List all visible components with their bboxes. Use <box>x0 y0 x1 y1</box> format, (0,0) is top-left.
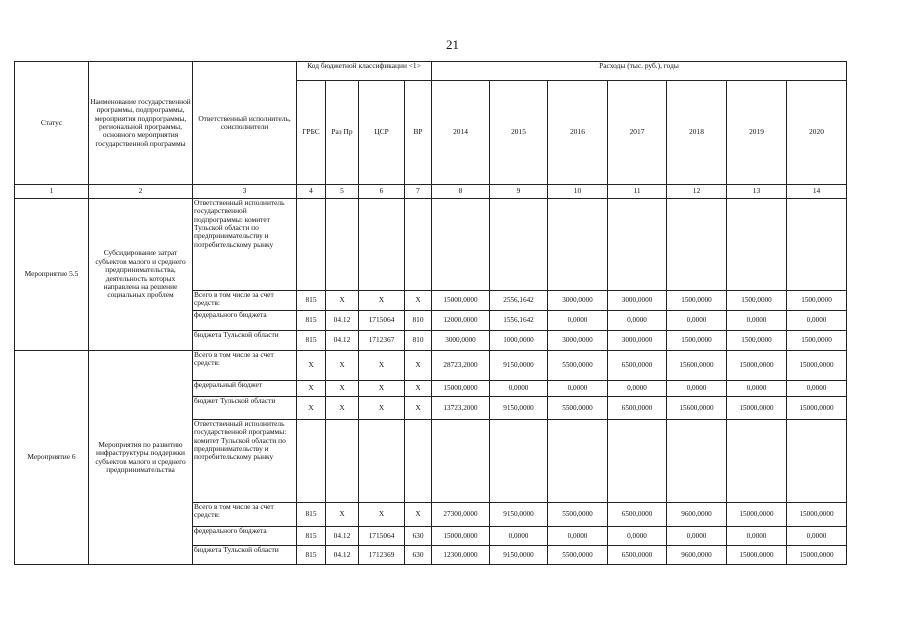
csr-cell: 1712367 <box>359 331 405 351</box>
amount-cell: 0,0000 <box>608 311 667 331</box>
column-number: 6 <box>359 185 405 199</box>
csr-cell: 1715064 <box>359 527 405 546</box>
column-number: 14 <box>787 185 847 199</box>
csr-header: ЦСР <box>359 81 405 185</box>
executor-cell: Всего в том числе за счет средств: <box>193 351 297 381</box>
amount-cell <box>432 420 490 503</box>
vr-cell: Х <box>405 351 432 381</box>
name-header: Наименование государственной программы, подпрограммы, мероприятия подпрограммы, региональной программы, основного мероприятия государственной программы <box>89 62 193 185</box>
kbk-header: Код бюджетной классификации <1> <box>297 62 432 81</box>
amount-cell <box>548 420 608 503</box>
status-cell: Мероприятие 6 <box>15 351 89 565</box>
grbs-cell: 815 <box>297 503 326 527</box>
razpr-cell <box>326 420 359 503</box>
amount-cell: 0,0000 <box>787 527 847 546</box>
amount-cell: 9150,0000 <box>490 397 548 420</box>
amount-cell <box>667 199 727 291</box>
amount-cell: 3000,0000 <box>548 291 608 311</box>
amount-cell: 1500,0000 <box>787 291 847 311</box>
razpr-cell <box>326 199 359 291</box>
amount-cell <box>548 199 608 291</box>
amount-cell: 0,0000 <box>548 527 608 546</box>
year-header: 2014 <box>432 81 490 185</box>
amount-cell: 0,0000 <box>667 311 727 331</box>
amount-cell: 0,0000 <box>727 527 787 546</box>
executor-cell: федеральный бюджет <box>193 381 297 397</box>
amount-cell: 2556,1642 <box>490 291 548 311</box>
expenses-header: Расходы (тыс. руб.), годы <box>432 62 847 81</box>
amount-cell <box>727 420 787 503</box>
csr-cell: 1712369 <box>359 546 405 565</box>
column-number: 13 <box>727 185 787 199</box>
column-number: 9 <box>490 185 548 199</box>
amount-cell: 1500,0000 <box>727 331 787 351</box>
amount-cell: 0,0000 <box>667 527 727 546</box>
vr-cell: 630 <box>405 527 432 546</box>
vr-header: ВР <box>405 81 432 185</box>
grbs-cell: 815 <box>297 527 326 546</box>
table-row <box>15 199 847 291</box>
amount-cell: 0,0000 <box>787 311 847 331</box>
csr-cell: Х <box>359 351 405 381</box>
amount-cell: 6500,0000 <box>608 546 667 565</box>
status-header: Статус <box>15 62 89 185</box>
amount-cell: 0,0000 <box>548 311 608 331</box>
amount-cell: 12000,0000 <box>432 311 490 331</box>
amount-cell: 0,0000 <box>608 381 667 397</box>
amount-cell <box>667 420 727 503</box>
vr-cell: 810 <box>405 311 432 331</box>
amount-cell: 15000,0000 <box>727 503 787 527</box>
amount-cell: 9600,0000 <box>667 546 727 565</box>
amount-cell: 27300,0000 <box>432 503 490 527</box>
csr-cell: Х <box>359 397 405 420</box>
amount-cell: 0,0000 <box>727 311 787 331</box>
razpr-cell: 04.12 <box>326 331 359 351</box>
amount-cell: 3000,0000 <box>548 331 608 351</box>
amount-cell: 3000,0000 <box>432 331 490 351</box>
executor-cell: Всего в том числе за счет средств: <box>193 503 297 527</box>
amount-cell: 15000,0000 <box>727 546 787 565</box>
column-number: 1 <box>15 185 89 199</box>
amount-cell: 6500,0000 <box>608 397 667 420</box>
csr-cell: Х <box>359 381 405 397</box>
razpr-cell: Х <box>326 381 359 397</box>
csr-cell <box>359 199 405 291</box>
grbs-cell: 815 <box>297 546 326 565</box>
budget-table <box>14 61 847 565</box>
amount-cell: 3000,0000 <box>608 291 667 311</box>
amount-cell: 1500,0000 <box>787 331 847 351</box>
amount-cell: 3000,0000 <box>608 331 667 351</box>
column-number: 11 <box>608 185 667 199</box>
column-number: 5 <box>326 185 359 199</box>
amount-cell: 0,0000 <box>727 381 787 397</box>
executor-cell: бюджет Тульской области <box>193 397 297 420</box>
year-header: 2019 <box>727 81 787 185</box>
grbs-cell: 815 <box>297 291 326 311</box>
status-cell: Мероприятие 5.5 <box>15 199 89 351</box>
razpr-cell: Х <box>326 397 359 420</box>
csr-cell <box>359 420 405 503</box>
amount-cell: 0,0000 <box>608 527 667 546</box>
amount-cell: 0,0000 <box>667 381 727 397</box>
amount-cell: 28723,2000 <box>432 351 490 381</box>
amount-cell <box>490 420 548 503</box>
grbs-cell <box>297 199 326 291</box>
razpr-header: Раз Пр <box>326 81 359 185</box>
column-numbers-row <box>15 185 847 199</box>
year-header: 2016 <box>548 81 608 185</box>
column-number: 3 <box>193 185 297 199</box>
name-cell: Мероприятия по развитию инфраструктуры поддержки субъектов малого и среднего предпринимательства <box>89 351 193 565</box>
column-number: 10 <box>548 185 608 199</box>
column-number: 7 <box>405 185 432 199</box>
column-number: 12 <box>667 185 727 199</box>
amount-cell: 0,0000 <box>787 381 847 397</box>
vr-cell: Х <box>405 291 432 311</box>
column-number: 4 <box>297 185 326 199</box>
vr-cell: Х <box>405 397 432 420</box>
vr-cell: 810 <box>405 331 432 351</box>
executor-cell: Ответственный исполнитель государственной программы: комитет Тульской области по предпринимательству и потребительскому рынку <box>193 420 297 503</box>
amount-cell: 9150,0000 <box>490 503 548 527</box>
amount-cell <box>727 199 787 291</box>
amount-cell: 15600,0000 <box>667 351 727 381</box>
table-row <box>15 351 847 381</box>
amount-cell: 15000,0000 <box>432 381 490 397</box>
executor-cell: федерального бюджета <box>193 527 297 546</box>
year-header: 2017 <box>608 81 667 185</box>
executor-cell: федерального бюджета <box>193 311 297 331</box>
amount-cell: 0,0000 <box>490 381 548 397</box>
amount-cell: 15000,0000 <box>787 546 847 565</box>
amount-cell: 13723,2000 <box>432 397 490 420</box>
razpr-cell: 04.12 <box>326 527 359 546</box>
header-row <box>15 62 847 81</box>
amount-cell: 15000,0000 <box>787 397 847 420</box>
amount-cell: 6500,0000 <box>608 351 667 381</box>
razpr-cell: 04.12 <box>326 311 359 331</box>
executor-cell: бюджета Тульской области <box>193 546 297 565</box>
csr-cell: 1715064 <box>359 311 405 331</box>
grbs-cell: Х <box>297 381 326 397</box>
grbs-cell <box>297 420 326 503</box>
amount-cell <box>490 199 548 291</box>
amount-cell: 15000,0000 <box>787 503 847 527</box>
vr-cell: Х <box>405 381 432 397</box>
grbs-cell: 815 <box>297 331 326 351</box>
razpr-cell: Х <box>326 503 359 527</box>
executor-header: Ответственный исполнитель, соисполнители <box>193 62 297 185</box>
amount-cell: 15000,0000 <box>432 527 490 546</box>
amount-cell: 6500,0000 <box>608 503 667 527</box>
name-cell: Субсидирование затрат субъектов малого и среднего предпринимательства, деятельность которых направлена на решение социальных проблем <box>89 199 193 351</box>
amount-cell: 1000,0000 <box>490 331 548 351</box>
razpr-cell: Х <box>326 351 359 381</box>
year-header: 2015 <box>490 81 548 185</box>
amount-cell <box>787 199 847 291</box>
amount-cell: 0,0000 <box>490 527 548 546</box>
amount-cell <box>432 199 490 291</box>
amount-cell <box>608 199 667 291</box>
amount-cell: 15000,0000 <box>432 291 490 311</box>
executor-cell: бюджета Тульской области <box>193 331 297 351</box>
amount-cell: 5500,0000 <box>548 503 608 527</box>
grbs-cell: Х <box>297 397 326 420</box>
amount-cell: 15000,0000 <box>727 397 787 420</box>
amount-cell: 15600,0000 <box>667 397 727 420</box>
amount-cell <box>787 420 847 503</box>
amount-cell <box>608 420 667 503</box>
amount-cell: 1556,1642 <box>490 311 548 331</box>
vr-cell: Х <box>405 503 432 527</box>
year-header: 2020 <box>787 81 847 185</box>
amount-cell: 15000,0000 <box>727 351 787 381</box>
csr-cell: Х <box>359 503 405 527</box>
grbs-header: ГРБС <box>297 81 326 185</box>
razpr-cell: Х <box>326 291 359 311</box>
amount-cell: 1500,0000 <box>667 331 727 351</box>
vr-cell <box>405 420 432 503</box>
razpr-cell: 04.12 <box>326 546 359 565</box>
vr-cell: 630 <box>405 546 432 565</box>
amount-cell: 5500,0000 <box>548 546 608 565</box>
amount-cell: 9150,0000 <box>490 546 548 565</box>
amount-cell: 5500,0000 <box>548 351 608 381</box>
page-number: 21 <box>446 37 459 52</box>
grbs-cell: 815 <box>297 311 326 331</box>
amount-cell: 9150,0000 <box>490 351 548 381</box>
executor-cell: Всего в том числе за счет средств: <box>193 291 297 311</box>
grbs-cell: Х <box>297 351 326 381</box>
csr-cell: Х <box>359 291 405 311</box>
amount-cell: 12300,0000 <box>432 546 490 565</box>
column-number: 8 <box>432 185 490 199</box>
amount-cell: 0,0000 <box>548 381 608 397</box>
amount-cell: 5500,0000 <box>548 397 608 420</box>
executor-cell: Ответственный исполнитель государственной подпрограммы: комитет Тульской области по предпринимательству и потребительскому рынку <box>193 199 297 291</box>
column-number: 2 <box>89 185 193 199</box>
amount-cell: 1500,0000 <box>727 291 787 311</box>
amount-cell: 9600,0000 <box>667 503 727 527</box>
year-header: 2018 <box>667 81 727 185</box>
vr-cell <box>405 199 432 291</box>
amount-cell: 1500,0000 <box>667 291 727 311</box>
amount-cell: 15000,0000 <box>787 351 847 381</box>
